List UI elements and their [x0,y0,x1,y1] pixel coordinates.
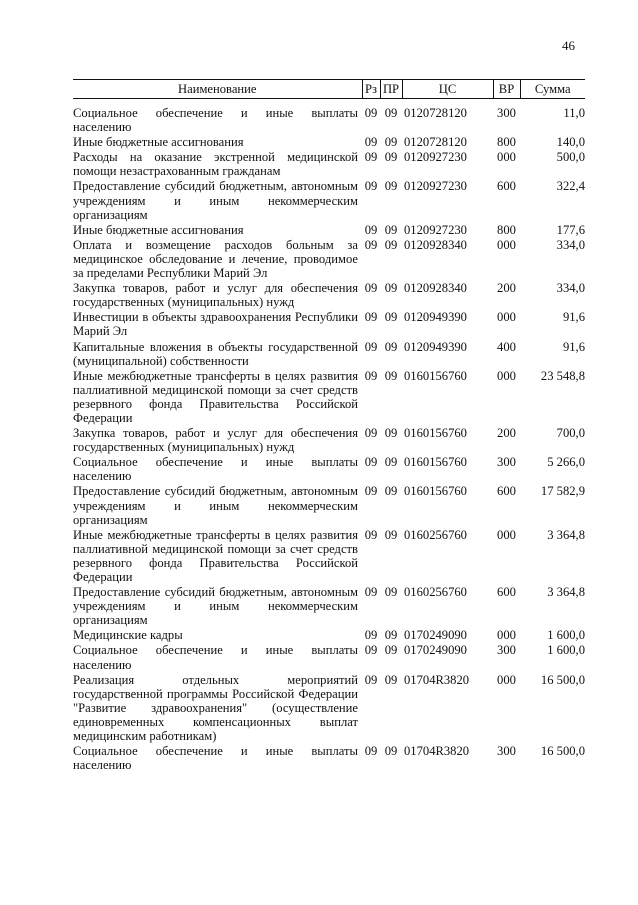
table-row [73,106,585,135]
page-number: 46 [562,38,575,53]
row-cs: 0120928340 [404,281,467,296]
header-name: Наименование [73,80,362,99]
table-row [73,585,585,628]
row-pr: 09 [384,455,398,470]
row-name: Инвестиции в объекты здравоохранения Республики Марий Эл [73,310,358,339]
row-vr: 000 [497,310,516,325]
row-vr: 000 [497,368,516,383]
row-sum: 700,0 [556,426,585,441]
row-sum: 3 364,8 [547,527,585,542]
table-row [73,484,585,527]
row-sum: 500,0 [556,150,585,165]
row-cs: 0160256760 [404,527,467,542]
row-pr: 09 [384,310,398,325]
row-name: Расходы на оказание экстренной медицинской помощи незастрахованным гражданам [73,150,358,179]
row-sum: 11,0 [563,106,585,120]
row-pr: 09 [384,135,398,150]
row-rz: 09 [364,281,378,296]
row-name: Предоставление субсидий бюджетным, автономным учреждениям и иным некоммерческим организациям [73,179,358,222]
row-cs: 0160156760 [404,368,467,383]
row-pr: 09 [384,237,398,252]
row-sum: 3 364,8 [547,585,585,600]
table-row [73,673,585,744]
row-rz: 09 [364,527,378,542]
table-row [73,223,585,238]
row-cs: 0160156760 [404,426,467,441]
row-name: Оплата и возмещение расходов больным за медицинское обследование и лечение, проводимое за пределами Республики Марий Эл [73,237,358,281]
row-sum: 17 582,9 [540,484,585,499]
table-row [73,426,585,455]
row-pr: 09 [384,368,398,383]
row-name: Закупка товаров, работ и услуг для обеспечения государственных (муниципальных) нужд [73,426,358,455]
row-name: Медицинские кадры [73,628,183,643]
row-vr: 000 [497,150,516,165]
row-name: Социальное обеспечение и иные выплаты населению [73,106,358,135]
row-sum: 5 266,0 [547,455,585,470]
row-sum: 16 500,0 [540,672,585,687]
row-name: Иные бюджетные ассигнования [73,222,244,237]
row-cs: 0160156760 [404,455,467,470]
row-cs: 0120927230 [404,150,467,165]
row-sum: 1 600,0 [547,643,585,658]
row-rz: 09 [364,672,378,687]
row-sum: 334,0 [556,281,585,296]
row-rz: 09 [364,744,378,759]
row-rz: 09 [364,339,378,354]
row-vr: 200 [497,426,516,441]
row-rz: 09 [364,455,378,470]
row-vr: 800 [497,135,516,150]
row-sum: 334,0 [556,237,585,252]
row-pr: 09 [384,484,398,499]
row-vr: 600 [497,585,516,600]
row-rz: 09 [364,426,378,441]
row-rz: 09 [364,150,378,165]
row-name: Предоставление субсидий бюджетным, автономным учреждениям и иным некоммерческим организациям [73,585,358,628]
header-pr: ПР [380,80,402,99]
row-sum: 91,6 [562,339,585,354]
row-name: Социальное обеспечение и иные выплаты населению [73,744,358,773]
row-sum: 177,6 [556,222,585,237]
row-rz: 09 [364,179,378,194]
row-rz: 09 [364,310,378,325]
row-name: Закупка товаров, работ и услуг для обеспечения государственных (муниципальных) нужд [73,281,358,310]
row-rz: 09 [364,585,378,600]
row-sum: 91,6 [562,310,585,325]
row-sum: 23 548,8 [540,368,585,383]
table-body [73,106,585,773]
row-cs: 0120927230 [404,222,467,237]
row-rz: 09 [364,237,378,252]
row-cs: 0120949390 [404,310,467,325]
row-rz: 09 [364,106,378,120]
table-row [73,135,585,150]
row-name: Реализация отдельных мероприятий государственной программы Российской Федерации "Развитие здравоохранения" (осуществление единовременных компенсационных выплат медицинским работникам) [73,672,358,744]
row-vr: 400 [497,339,516,354]
table-row [73,628,585,643]
header-vr: ВР [493,80,520,99]
row-sum: 16 500,0 [540,744,585,759]
row-pr: 09 [384,585,398,600]
header-rz: Рз [362,80,380,99]
row-name: Капитальные вложения в объекты государственной (муниципальной) собственности [73,339,358,368]
row-cs: 0120927230 [404,179,467,194]
row-pr: 09 [384,106,398,120]
table-row [73,455,585,484]
row-cs: 0120728120 [404,106,467,120]
row-pr: 09 [384,744,398,759]
row-pr: 09 [384,179,398,194]
row-pr: 09 [384,222,398,237]
row-name: Иные межбюджетные трансферты в целях развития паллиативной медицинской помощи за счет средств резервного фонда Правительства Российской Федерации [73,527,358,584]
row-cs: 01704R3820 [404,672,470,687]
row-pr: 09 [384,426,398,441]
budget-table [73,79,585,773]
row-pr: 09 [384,643,398,658]
row-pr: 09 [384,672,398,687]
row-cs: 01704R3820 [404,744,470,759]
row-rz: 09 [364,222,378,237]
row-pr: 09 [384,339,398,354]
row-vr: 300 [497,643,516,658]
row-vr: 300 [497,455,516,470]
table-row [73,643,585,672]
row-vr: 000 [497,672,516,687]
table-row [73,238,585,281]
table-header [73,80,585,107]
row-cs: 0160156760 [404,484,467,499]
table-row [73,281,585,310]
row-pr: 09 [384,527,398,542]
row-cs: 0170249090 [404,628,467,643]
row-cs: 0120728120 [404,135,467,150]
budget-table-container [73,79,585,773]
row-rz: 09 [364,643,378,658]
row-name: Социальное обеспечение и иные выплаты населению [73,455,358,484]
row-cs: 0120949390 [404,339,467,354]
row-cs: 0120928340 [404,237,467,252]
row-vr: 200 [497,281,516,296]
row-vr: 300 [497,744,516,759]
row-vr: 000 [497,237,516,252]
row-vr: 000 [497,628,516,643]
row-vr: 300 [497,106,516,120]
row-vr: 800 [497,222,516,237]
row-sum: 140,0 [556,135,585,150]
table-row [73,310,585,339]
table-row [73,528,585,585]
header-cs: ЦС [402,80,493,99]
row-pr: 09 [384,628,398,643]
table-row [73,179,585,222]
row-rz: 09 [364,484,378,499]
table-row [73,150,585,179]
table-row [73,744,585,773]
row-name: Иные бюджетные ассигнования [73,135,244,150]
table-row [73,369,585,426]
row-vr: 000 [497,527,516,542]
row-cs: 0160256760 [404,585,467,600]
row-rz: 09 [364,368,378,383]
header-sum: Сумма [520,80,585,99]
row-name: Социальное обеспечение и иные выплаты населению [73,643,358,672]
row-name: Иные межбюджетные трансферты в целях развития паллиативной медицинской помощи за счет средств резервного фонда Правительства Российской Федерации [73,368,358,425]
row-sum: 322,4 [556,179,585,194]
row-vr: 600 [497,484,516,499]
row-vr: 600 [497,179,516,194]
table-row [73,340,585,369]
row-rz: 09 [364,135,378,150]
row-sum: 1 600,0 [547,628,585,643]
row-rz: 09 [364,628,378,643]
row-pr: 09 [384,281,398,296]
row-name: Предоставление субсидий бюджетным, автономным учреждениям и иным некоммерческим организациям [73,484,358,527]
row-pr: 09 [384,150,398,165]
row-cs: 0170249090 [404,643,467,658]
